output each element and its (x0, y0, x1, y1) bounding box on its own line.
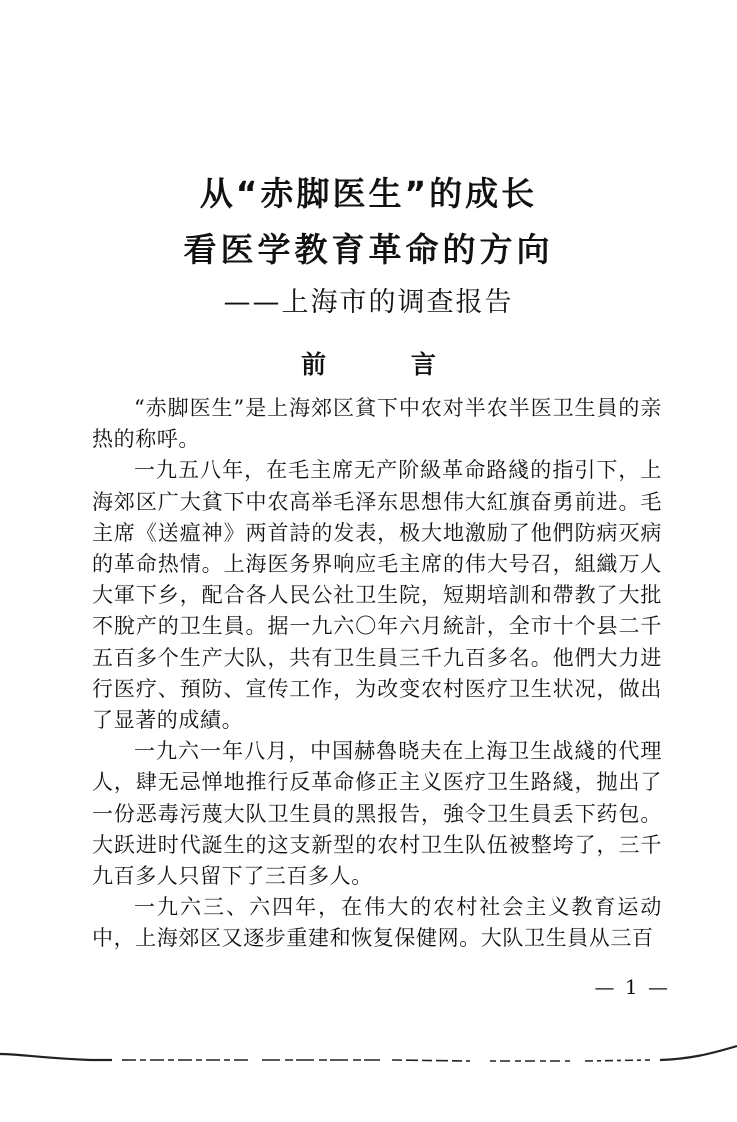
title-line-1: 从“赤脚医生”的成长 (199, 174, 538, 213)
paragraph-2: 一九五八年，在毛主席无产阶級革命路綫的指引下，上海郊区广大貧下中农高举毛泽东思想伟大紅旗奋勇前进。毛主席《送瘟神》两首詩的发表，极大地激励了他們防病灭病的革命热情。上海医务界响应毛主席的伟大号召，組織万人大軍下乡，配合各人民公社卫生院，短期培訓和帶教了大批不脫产的卫生員。据一九六〇年六月統計，全市十个县二千五百多个生产大队，共有卫生員三千九百多名。他們大力进行医疗、預防、宣传工作，为改变农村医疗卫生状况，做出了显著的成績。 (92, 458, 662, 733)
paragraph-1: “赤脚医生”是上海郊区貧下中农对半农半医卫生員的亲热的称呼。 (92, 396, 662, 452)
section-heading: 前 言 (301, 350, 474, 379)
subtitle-line: ——上海市的调查报告 (223, 287, 514, 318)
body-text (92, 393, 662, 955)
paragraph-3: 一九六一年八月，中国赫魯晓夫在上海卫生战綫的代理人，肆无忌惮地推行反革命修正主义医疗卫生路綫，抛出了一份恶毒污蔑大队卫生員的黑报告，強令卫生員丢下药包。大跃进时代誕生的这支新型的农村卫生队伍被整垮了，三千九百多人只留下了三百多人。 (92, 739, 662, 889)
title-line-2: 看医学教育革命的方向 (183, 230, 554, 269)
scan-edge-line (0, 1040, 737, 1070)
paragraph-4: 一九六三、六四年，在伟大的农村社会主义教育运动中，上海郊区又逐步重建和恢复保健网。大队卫生員从三百 (92, 895, 662, 951)
page-number: — 1 — (594, 975, 670, 999)
